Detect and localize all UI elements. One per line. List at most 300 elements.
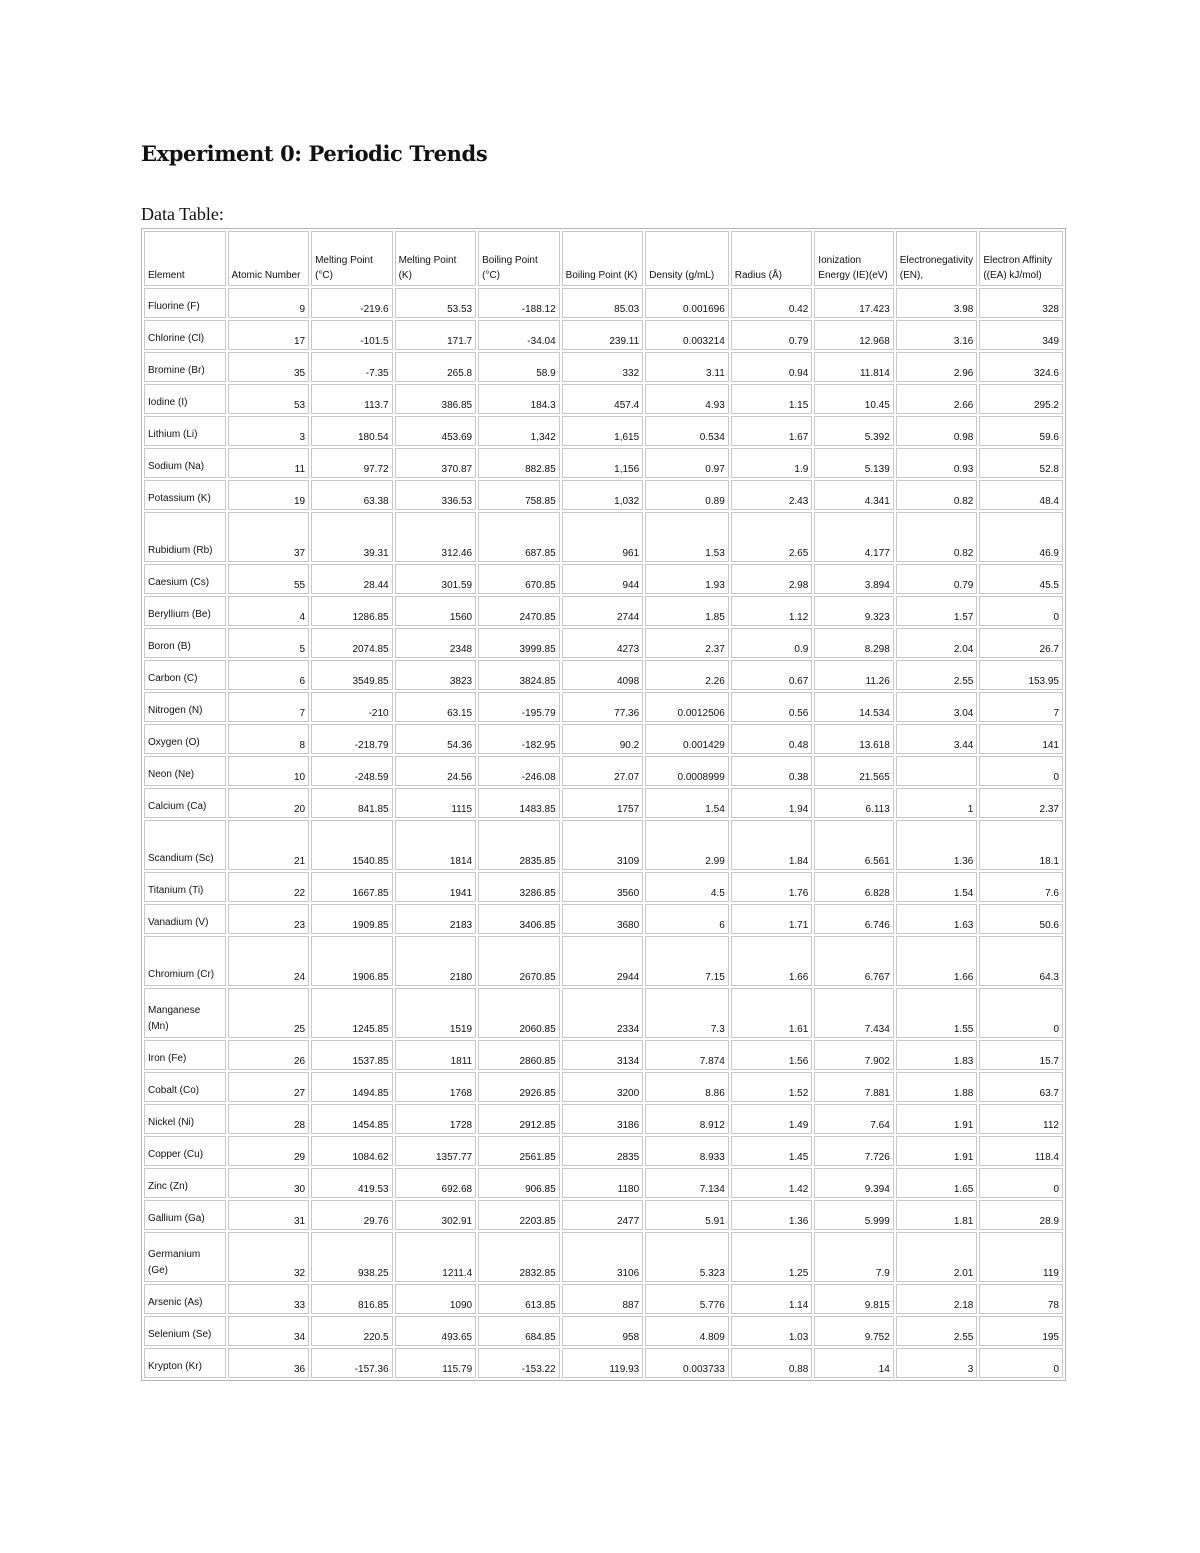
table-cell: 11 bbox=[228, 448, 310, 478]
table-cell: 295.2 bbox=[979, 384, 1063, 414]
table-cell: 1.54 bbox=[645, 788, 729, 818]
table-row bbox=[144, 1072, 1063, 1102]
table-cell: -101.5 bbox=[311, 320, 393, 350]
table-cell: 20 bbox=[228, 788, 310, 818]
element-name-cell: Oxygen (O) bbox=[144, 724, 226, 754]
table-cell: 1,615 bbox=[562, 416, 644, 446]
table-cell: 48.4 bbox=[979, 480, 1063, 510]
table-cell: 332 bbox=[562, 352, 644, 382]
table-cell: -34.04 bbox=[478, 320, 560, 350]
table-cell: 1180 bbox=[562, 1168, 644, 1198]
table-cell: 9.752 bbox=[814, 1316, 894, 1346]
element-name-cell: Vanadium (V) bbox=[144, 904, 226, 934]
table-cell: 4.177 bbox=[814, 512, 894, 562]
table-cell: 64.3 bbox=[979, 936, 1063, 986]
table-row bbox=[144, 904, 1063, 934]
table-cell: -195.79 bbox=[478, 692, 560, 722]
element-name-cell: Iodine (I) bbox=[144, 384, 226, 414]
table-cell: 1.42 bbox=[731, 1168, 813, 1198]
table-cell: 1.9 bbox=[731, 448, 813, 478]
table-cell: 1.83 bbox=[896, 1040, 978, 1070]
table-row bbox=[144, 872, 1063, 902]
table-cell: 3824.85 bbox=[478, 660, 560, 690]
table-cell: 2.37 bbox=[645, 628, 729, 658]
table-row bbox=[144, 1200, 1063, 1230]
table-cell: 1814 bbox=[395, 820, 477, 870]
table-cell: 45.5 bbox=[979, 564, 1063, 594]
table-cell: 3680 bbox=[562, 904, 644, 934]
table-cell: 17.423 bbox=[814, 288, 894, 318]
table-cell: 195 bbox=[979, 1316, 1063, 1346]
table-cell: 1.12 bbox=[731, 596, 813, 626]
table-cell: 2.66 bbox=[896, 384, 978, 414]
table-cell: 3.44 bbox=[896, 724, 978, 754]
table-cell: 7.15 bbox=[645, 936, 729, 986]
table-cell: 2470.85 bbox=[478, 596, 560, 626]
table-cell: 36 bbox=[228, 1348, 310, 1378]
table-body bbox=[144, 288, 1063, 1378]
element-name-cell: Scandium (Sc) bbox=[144, 820, 226, 870]
table-cell: 0 bbox=[979, 596, 1063, 626]
table-cell: 1357.77 bbox=[395, 1136, 477, 1166]
column-header: Boiling Point (°C) bbox=[478, 231, 560, 286]
table-cell: 0.97 bbox=[645, 448, 729, 478]
table-cell: -210 bbox=[311, 692, 393, 722]
table-cell: 12.968 bbox=[814, 320, 894, 350]
table-cell: 0 bbox=[979, 1348, 1063, 1378]
table-cell: 1.81 bbox=[896, 1200, 978, 1230]
table-cell: 58.9 bbox=[478, 352, 560, 382]
table-cell: 1.94 bbox=[731, 788, 813, 818]
element-name-cell: Bromine (Br) bbox=[144, 352, 226, 382]
table-cell: 4.341 bbox=[814, 480, 894, 510]
table-cell: 3134 bbox=[562, 1040, 644, 1070]
table-cell: 2.04 bbox=[896, 628, 978, 658]
table-cell: 8.912 bbox=[645, 1104, 729, 1134]
table-cell: 1.25 bbox=[731, 1232, 813, 1282]
table-cell: 1494.85 bbox=[311, 1072, 393, 1102]
table-cell: 1.88 bbox=[896, 1072, 978, 1102]
table-row bbox=[144, 628, 1063, 658]
table-cell: 938.25 bbox=[311, 1232, 393, 1282]
table-cell: 1.36 bbox=[896, 820, 978, 870]
table-cell: 7.902 bbox=[814, 1040, 894, 1070]
table-cell: 3109 bbox=[562, 820, 644, 870]
table-cell: 4 bbox=[228, 596, 310, 626]
element-name-cell: Calcium (Ca) bbox=[144, 788, 226, 818]
table-cell: 112 bbox=[979, 1104, 1063, 1134]
table-row bbox=[144, 1316, 1063, 1346]
table-caption: Data Table: bbox=[141, 204, 224, 224]
table-cell: -218.79 bbox=[311, 724, 393, 754]
table-cell: 63.38 bbox=[311, 480, 393, 510]
table-cell: 1909.85 bbox=[311, 904, 393, 934]
table-cell: 882.85 bbox=[478, 448, 560, 478]
table-cell: 2.26 bbox=[645, 660, 729, 690]
table-cell: 1.63 bbox=[896, 904, 978, 934]
table-cell: 115.79 bbox=[395, 1348, 477, 1378]
table-cell: 3.16 bbox=[896, 320, 978, 350]
table-cell: 14.534 bbox=[814, 692, 894, 722]
table-cell: 3406.85 bbox=[478, 904, 560, 934]
table-row bbox=[144, 788, 1063, 818]
table-cell: 0.89 bbox=[645, 480, 729, 510]
table-cell: 1941 bbox=[395, 872, 477, 902]
table-cell: 7.64 bbox=[814, 1104, 894, 1134]
table-cell: 5.776 bbox=[645, 1284, 729, 1314]
table-cell: 2.01 bbox=[896, 1232, 978, 1282]
table-cell: 324.6 bbox=[979, 352, 1063, 382]
column-header: Radius (Å) bbox=[731, 231, 813, 286]
table-cell: 21.565 bbox=[814, 756, 894, 786]
element-name-cell: Caesium (Cs) bbox=[144, 564, 226, 594]
table-cell: 1.53 bbox=[645, 512, 729, 562]
table-cell: 2060.85 bbox=[478, 988, 560, 1038]
table-cell: 687.85 bbox=[478, 512, 560, 562]
table-cell: 1768 bbox=[395, 1072, 477, 1102]
table-cell: 14 bbox=[814, 1348, 894, 1378]
table-cell: 0.56 bbox=[731, 692, 813, 722]
table-cell: 7.874 bbox=[645, 1040, 729, 1070]
table-cell: 1.45 bbox=[731, 1136, 813, 1166]
table-cell: 3560 bbox=[562, 872, 644, 902]
table-cell: 7.3 bbox=[645, 988, 729, 1038]
table-cell: 17 bbox=[228, 320, 310, 350]
element-name-cell: Manganese (Mn) bbox=[144, 988, 226, 1038]
table-cell: 0.0012506 bbox=[645, 692, 729, 722]
table-cell: 1.84 bbox=[731, 820, 813, 870]
table-cell: 29 bbox=[228, 1136, 310, 1166]
table-cell: 97.72 bbox=[311, 448, 393, 478]
table-cell: 841.85 bbox=[311, 788, 393, 818]
table-row bbox=[144, 1168, 1063, 1198]
table-cell: 1245.85 bbox=[311, 988, 393, 1038]
table-cell: 27.07 bbox=[562, 756, 644, 786]
table-cell: 692.68 bbox=[395, 1168, 477, 1198]
table-cell: 0.534 bbox=[645, 416, 729, 446]
table-cell: 6 bbox=[645, 904, 729, 934]
table-cell: 113.7 bbox=[311, 384, 393, 414]
table-row bbox=[144, 1232, 1063, 1282]
table-cell: 2348 bbox=[395, 628, 477, 658]
table-cell: -246.08 bbox=[478, 756, 560, 786]
table-row bbox=[144, 988, 1063, 1038]
table-cell: -219.6 bbox=[311, 288, 393, 318]
table-cell: 63.7 bbox=[979, 1072, 1063, 1102]
table-cell: 1757 bbox=[562, 788, 644, 818]
table-cell: 1811 bbox=[395, 1040, 477, 1070]
table-cell: 613.85 bbox=[478, 1284, 560, 1314]
table-cell: 2926.85 bbox=[478, 1072, 560, 1102]
table-cell: 15.7 bbox=[979, 1040, 1063, 1070]
table-cell: 2.55 bbox=[896, 660, 978, 690]
table-row bbox=[144, 660, 1063, 690]
table-cell: 55 bbox=[228, 564, 310, 594]
table-cell: 3823 bbox=[395, 660, 477, 690]
table-row bbox=[144, 512, 1063, 562]
table-cell: 1090 bbox=[395, 1284, 477, 1314]
table-cell: 2203.85 bbox=[478, 1200, 560, 1230]
table-cell: 34 bbox=[228, 1316, 310, 1346]
table-row bbox=[144, 448, 1063, 478]
table-cell: 1537.85 bbox=[311, 1040, 393, 1070]
table-cell: 220.5 bbox=[311, 1316, 393, 1346]
table-row bbox=[144, 1040, 1063, 1070]
table-cell: 50.6 bbox=[979, 904, 1063, 934]
element-name-cell: Arsenic (As) bbox=[144, 1284, 226, 1314]
table-cell: 7.726 bbox=[814, 1136, 894, 1166]
table-cell: 2.65 bbox=[731, 512, 813, 562]
table-row bbox=[144, 1104, 1063, 1134]
table-cell: 2944 bbox=[562, 936, 644, 986]
table-cell: 1.66 bbox=[896, 936, 978, 986]
table-cell: 1667.85 bbox=[311, 872, 393, 902]
table-cell: 1286.85 bbox=[311, 596, 393, 626]
table-cell: 1084.62 bbox=[311, 1136, 393, 1166]
table-cell: -7.35 bbox=[311, 352, 393, 382]
table-cell: 1454.85 bbox=[311, 1104, 393, 1134]
table-cell: 3200 bbox=[562, 1072, 644, 1102]
table-cell: 1.52 bbox=[731, 1072, 813, 1102]
table-cell: 386.85 bbox=[395, 384, 477, 414]
table-cell: 2.37 bbox=[979, 788, 1063, 818]
table-cell: -157.36 bbox=[311, 1348, 393, 1378]
table-cell: 1.36 bbox=[731, 1200, 813, 1230]
table-cell: 684.85 bbox=[478, 1316, 560, 1346]
table-cell: 10.45 bbox=[814, 384, 894, 414]
table-cell: 1211.4 bbox=[395, 1232, 477, 1282]
table-cell: 1.61 bbox=[731, 988, 813, 1038]
table-cell: 6.561 bbox=[814, 820, 894, 870]
table-cell: 3 bbox=[896, 1348, 978, 1378]
table-cell: 19 bbox=[228, 480, 310, 510]
column-header: Element bbox=[144, 231, 226, 286]
table-cell: 0.79 bbox=[896, 564, 978, 594]
table-cell: 2183 bbox=[395, 904, 477, 934]
table-row bbox=[144, 320, 1063, 350]
element-name-cell: Neon (Ne) bbox=[144, 756, 226, 786]
table-cell: 1,032 bbox=[562, 480, 644, 510]
table-cell: 887 bbox=[562, 1284, 644, 1314]
element-name-cell: Krypton (Kr) bbox=[144, 1348, 226, 1378]
table-cell: 37 bbox=[228, 512, 310, 562]
table-cell: 1.55 bbox=[896, 988, 978, 1038]
table-cell: 3549.85 bbox=[311, 660, 393, 690]
table-cell: 4273 bbox=[562, 628, 644, 658]
table-cell: 46.9 bbox=[979, 512, 1063, 562]
table-cell: 1.56 bbox=[731, 1040, 813, 1070]
element-name-cell: Nitrogen (N) bbox=[144, 692, 226, 722]
table-cell: 1483.85 bbox=[478, 788, 560, 818]
table-cell: 11.814 bbox=[814, 352, 894, 382]
table-cell: 2860.85 bbox=[478, 1040, 560, 1070]
table-cell: 2670.85 bbox=[478, 936, 560, 986]
element-name-cell: Chlorine (Cl) bbox=[144, 320, 226, 350]
table-cell: 2835.85 bbox=[478, 820, 560, 870]
table-cell: 2334 bbox=[562, 988, 644, 1038]
table-cell: 119 bbox=[979, 1232, 1063, 1282]
table-cell: 1.14 bbox=[731, 1284, 813, 1314]
table-cell: 7.881 bbox=[814, 1072, 894, 1102]
column-header: Ionization Energy (IE)(eV) bbox=[814, 231, 894, 286]
table-cell: 5.999 bbox=[814, 1200, 894, 1230]
table-cell: 6.828 bbox=[814, 872, 894, 902]
table-cell: 7 bbox=[979, 692, 1063, 722]
table-cell: 301.59 bbox=[395, 564, 477, 594]
table-cell: 9.323 bbox=[814, 596, 894, 626]
table-cell: 53.53 bbox=[395, 288, 477, 318]
table-cell: 54.36 bbox=[395, 724, 477, 754]
table-cell: 1540.85 bbox=[311, 820, 393, 870]
table-cell: -182.95 bbox=[478, 724, 560, 754]
table-cell: 1.65 bbox=[896, 1168, 978, 1198]
table-cell: 0.94 bbox=[731, 352, 813, 382]
table-cell: 302.91 bbox=[395, 1200, 477, 1230]
table-row bbox=[144, 352, 1063, 382]
table-cell: 0.38 bbox=[731, 756, 813, 786]
table-cell: 453.69 bbox=[395, 416, 477, 446]
table-cell: 2912.85 bbox=[478, 1104, 560, 1134]
table-row bbox=[144, 936, 1063, 986]
table-cell: 2.43 bbox=[731, 480, 813, 510]
table-cell: 90.2 bbox=[562, 724, 644, 754]
table-cell: 28 bbox=[228, 1104, 310, 1134]
table-cell: 33 bbox=[228, 1284, 310, 1314]
table-cell: 370.87 bbox=[395, 448, 477, 478]
table-cell: 30 bbox=[228, 1168, 310, 1198]
table-cell: 27 bbox=[228, 1072, 310, 1102]
table-header-row bbox=[144, 231, 1063, 286]
table-cell: 1906.85 bbox=[311, 936, 393, 986]
table-cell: 1.93 bbox=[645, 564, 729, 594]
table-cell: 1519 bbox=[395, 988, 477, 1038]
column-header: Boiling Point (K) bbox=[562, 231, 644, 286]
table-cell: 4.809 bbox=[645, 1316, 729, 1346]
table-cell: 265.8 bbox=[395, 352, 477, 382]
column-header: Melting Point (°C) bbox=[311, 231, 393, 286]
table-cell: 3.11 bbox=[645, 352, 729, 382]
element-name-cell: Cobalt (Co) bbox=[144, 1072, 226, 1102]
table-cell: 0.003733 bbox=[645, 1348, 729, 1378]
table-cell: 0.98 bbox=[896, 416, 978, 446]
table-cell: 3.98 bbox=[896, 288, 978, 318]
table-cell: -188.12 bbox=[478, 288, 560, 318]
table-cell: 63.15 bbox=[395, 692, 477, 722]
column-header: Electron Affinity ((EA) kJ/mol) bbox=[979, 231, 1063, 286]
table-cell: 1.85 bbox=[645, 596, 729, 626]
element-name-cell: Gallium (Ga) bbox=[144, 1200, 226, 1230]
table-cell: 1,342 bbox=[478, 416, 560, 446]
table-cell: 1,156 bbox=[562, 448, 644, 478]
table-row bbox=[144, 288, 1063, 318]
table-cell: 5 bbox=[228, 628, 310, 658]
table-cell: 28.44 bbox=[311, 564, 393, 594]
element-name-cell: Lithium (Li) bbox=[144, 416, 226, 446]
table-cell: 3 bbox=[228, 416, 310, 446]
table-cell: 118.4 bbox=[979, 1136, 1063, 1166]
table-cell: 4.93 bbox=[645, 384, 729, 414]
column-header: Atomic Number bbox=[228, 231, 310, 286]
table-cell: 0.001696 bbox=[645, 288, 729, 318]
table-cell: 0.82 bbox=[896, 512, 978, 562]
element-name-cell: Fluorine (F) bbox=[144, 288, 226, 318]
table-cell: 2744 bbox=[562, 596, 644, 626]
table-cell: 758.85 bbox=[478, 480, 560, 510]
table-cell: 2.98 bbox=[731, 564, 813, 594]
table-cell: 9.394 bbox=[814, 1168, 894, 1198]
table-cell: 18.1 bbox=[979, 820, 1063, 870]
table-cell: 7.6 bbox=[979, 872, 1063, 902]
table-cell: 7 bbox=[228, 692, 310, 722]
table-cell: 2180 bbox=[395, 936, 477, 986]
table-cell: 77.36 bbox=[562, 692, 644, 722]
table-cell: 0.0008999 bbox=[645, 756, 729, 786]
table-cell: 2.96 bbox=[896, 352, 978, 382]
column-header: Density (g/mL) bbox=[645, 231, 729, 286]
table-cell: 24.56 bbox=[395, 756, 477, 786]
table-cell: 0.93 bbox=[896, 448, 978, 478]
table-cell: 0 bbox=[979, 1168, 1063, 1198]
table-cell: 0.88 bbox=[731, 1348, 813, 1378]
table-cell: 349 bbox=[979, 320, 1063, 350]
table-cell: 7.134 bbox=[645, 1168, 729, 1198]
table-cell: 1.76 bbox=[731, 872, 813, 902]
table-cell: 59.6 bbox=[979, 416, 1063, 446]
table-cell: 3286.85 bbox=[478, 872, 560, 902]
table-cell: 141 bbox=[979, 724, 1063, 754]
table-cell: 0.003214 bbox=[645, 320, 729, 350]
element-name-cell: Beryllium (Be) bbox=[144, 596, 226, 626]
table-row bbox=[144, 1284, 1063, 1314]
table-cell: 1.71 bbox=[731, 904, 813, 934]
table-cell: 2561.85 bbox=[478, 1136, 560, 1166]
table-cell: 2835 bbox=[562, 1136, 644, 1166]
table-cell: 0.9 bbox=[731, 628, 813, 658]
table-cell: 6.113 bbox=[814, 788, 894, 818]
periodic-data-table bbox=[141, 228, 1066, 1381]
table-cell: 312.46 bbox=[395, 512, 477, 562]
table-cell: 26.7 bbox=[979, 628, 1063, 658]
table-cell: 0.001429 bbox=[645, 724, 729, 754]
table-cell: 328 bbox=[979, 288, 1063, 318]
table-cell: 5.91 bbox=[645, 1200, 729, 1230]
table-row bbox=[144, 724, 1063, 754]
table-cell: 0.79 bbox=[731, 320, 813, 350]
table-cell: 1.15 bbox=[731, 384, 813, 414]
table-cell: 23 bbox=[228, 904, 310, 934]
column-header: Melting Point (K) bbox=[395, 231, 477, 286]
table-cell: 3.894 bbox=[814, 564, 894, 594]
table-cell: 180.54 bbox=[311, 416, 393, 446]
table-cell: 961 bbox=[562, 512, 644, 562]
table-cell: 24 bbox=[228, 936, 310, 986]
table-cell: 153.95 bbox=[979, 660, 1063, 690]
table-cell: 1115 bbox=[395, 788, 477, 818]
element-name-cell: Selenium (Se) bbox=[144, 1316, 226, 1346]
document-title: Experiment 0: Periodic Trends bbox=[141, 141, 488, 166]
table-cell: 1.91 bbox=[896, 1136, 978, 1166]
table-row bbox=[144, 756, 1063, 786]
table-cell: 1.67 bbox=[731, 416, 813, 446]
table-cell: 336.53 bbox=[395, 480, 477, 510]
table-cell: -248.59 bbox=[311, 756, 393, 786]
table-cell: 11.26 bbox=[814, 660, 894, 690]
table-cell: 8 bbox=[228, 724, 310, 754]
table-cell: 816.85 bbox=[311, 1284, 393, 1314]
table-cell: 0.67 bbox=[731, 660, 813, 690]
table-cell: -153.22 bbox=[478, 1348, 560, 1378]
table-cell: 53 bbox=[228, 384, 310, 414]
